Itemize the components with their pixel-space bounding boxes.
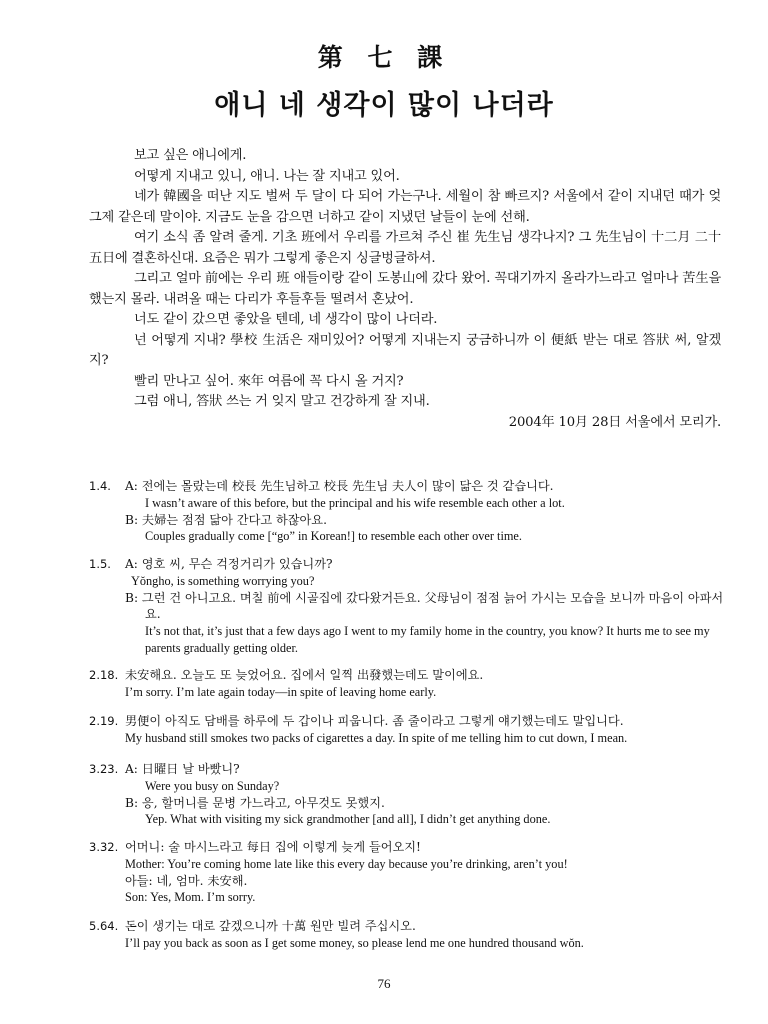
example-number: 3.23. bbox=[89, 762, 119, 776]
example-korean: 未安해요. 오늘도 또 늦었어요. 집에서 일찍 出發했는데도 말이에요. bbox=[125, 668, 484, 682]
example-korean: B: 夫婦는 점점 닮아 간다고 하잖아요. bbox=[125, 512, 327, 527]
example-korean: A: 전에는 몰랐는데 校長 先生님하고 校長 先生님 夫人이 많이 닮은 것 같습니다. bbox=[125, 479, 554, 493]
example-english: Yep. What with visiting my sick grandmother [and all], I didn’t get anything done. bbox=[145, 812, 551, 827]
example-english: I wasn’t aware of this before, but the principal and his wife resemble each other a lot. bbox=[145, 495, 565, 510]
example-2-18 bbox=[89, 667, 729, 701]
letter-paragraph: 빨리 만나고 싶어. 來年 여름에 꼭 다시 올 거지? bbox=[134, 373, 404, 389]
example-number: 5.64. bbox=[89, 919, 119, 933]
example-number: 2.19. bbox=[89, 714, 119, 728]
example-korean: 아들: 네, 엄마. 未安해. bbox=[125, 873, 248, 888]
example-5-64 bbox=[89, 918, 729, 952]
example-english: Yŏngho, is something worrying you? bbox=[131, 573, 315, 588]
example-1-4 bbox=[89, 478, 729, 545]
letter-signature: 2004年 10月 28日 서울에서 모리가. bbox=[508, 414, 721, 430]
example-korean: B: 그런 건 아니고요. 며칠 前에 시골집에 갔다왔거든요. 父母님이 점점 늙어 가시는 모습을 보니까 마음이 아파서요. bbox=[125, 590, 724, 622]
example-english: Couples gradually come [“go” in Korean!] to resemble each other over time. bbox=[145, 529, 522, 544]
example-english: Son: Yes, Mom. I’m sorry. bbox=[125, 890, 256, 905]
letter-paragraph: 여기 소식 좀 알려 줄게. 기초 班에서 우리를 가르쳐 주신 崔 先生님 생각나지? 그 先生님이 十二月 二十五日에 결혼하신대. 요즘은 뭐가 그렇게 좋은지 싱글벙글하셔. bbox=[89, 230, 721, 266]
letter-paragraph: 어떻게 지내고 있니, 애니. 나는 잘 지내고 있어. bbox=[134, 168, 400, 184]
example-english: It’s not that, it’s just that a few days ago I went to my family home in the country, you know? It hurts me to see my parents gradually getting older. bbox=[145, 624, 710, 655]
example-korean: B: 응, 할머니를 문병 가느라고, 아무것도 못했지. bbox=[125, 795, 385, 810]
example-english: Were you busy on Sunday? bbox=[145, 778, 280, 793]
example-english: My husband still smokes two packs of cigarettes a day. In spite of me telling him to cut down, I mean. bbox=[125, 730, 628, 745]
letter-paragraph: 너도 같이 갔으면 좋았을 텐데, 네 생각이 많이 나더라. bbox=[134, 312, 438, 327]
example-3-32 bbox=[89, 839, 729, 906]
example-english: I’ll pay you back as soon as I get some money, so please lend me one hundred thousand wŏn. bbox=[125, 935, 584, 950]
example-1-5 bbox=[89, 556, 729, 657]
example-english: Mother: You’re coming home late like this every day because you’re drinking, aren’t you! bbox=[125, 856, 568, 871]
example-3-23 bbox=[89, 761, 729, 828]
letter-body bbox=[89, 146, 721, 433]
letter-paragraph: 보고 싶은 애니에게. bbox=[134, 148, 247, 163]
example-korean: A: 영호 씨, 무슨 걱정거리가 있습니까? bbox=[125, 557, 333, 571]
letter-paragraph: 그리고 얼마 前에는 우리 班 애들이랑 같이 도봉山에 갔다 왔어. 꼭대기까지 올라가느라고 얼마나 苦生을 했는지 몰라. 내려올 때는 다리가 후들후들 떨려서 혼났어. bbox=[89, 271, 721, 307]
page-number: 76 bbox=[377, 976, 391, 991]
example-korean: 돈이 생기는 대로 갚겠으니까 十萬 원만 빌려 주십시오. bbox=[125, 919, 416, 933]
example-english: I’m sorry. I’m late again today—in spite of leaving home early. bbox=[125, 684, 437, 699]
example-korean: 어머니: 술 마시느라고 每日 집에 이렇게 늦게 들어오지! bbox=[125, 840, 421, 854]
example-number: 1.4. bbox=[89, 479, 111, 493]
example-number: 1.5. bbox=[89, 557, 111, 571]
letter-paragraph: 그럼 애니, 答狀 쓰는 거 잊지 말고 건강하게 잘 지내. bbox=[134, 394, 430, 409]
lesson-subtitle: 애니 네 생각이 많이 나더라 bbox=[214, 90, 554, 121]
letter-paragraph: 넌 어떻게 지내? 學校 生活은 재미있어? 어떻게 지내는지 궁금하니까 이 便紙 받는 대로 答狀 써, 알겠지? bbox=[89, 332, 721, 368]
example-number: 2.18. bbox=[89, 668, 119, 682]
example-korean: 男便이 아직도 담배를 하루에 두 갑이나 피웁니다. 좀 줄이라고 그렇게 얘기했는데도 말입니다. bbox=[125, 714, 624, 728]
letter-paragraph: 네가 韓國을 떠난 지도 벌써 두 달이 다 되어 가는구나. 세월이 참 빠르지? 서울에서 같이 지내던 때가 엊그제 같은데 말이야. 지금도 눈을 감으면 너하고 같이 지냈던 날들이 눈에 선해. bbox=[89, 189, 721, 225]
example-korean: A: 日曜日 날 바빴니? bbox=[125, 762, 240, 776]
example-number: 3.32. bbox=[89, 840, 119, 854]
example-2-19 bbox=[89, 713, 729, 747]
lesson-title: 第 七 課 bbox=[317, 43, 451, 72]
